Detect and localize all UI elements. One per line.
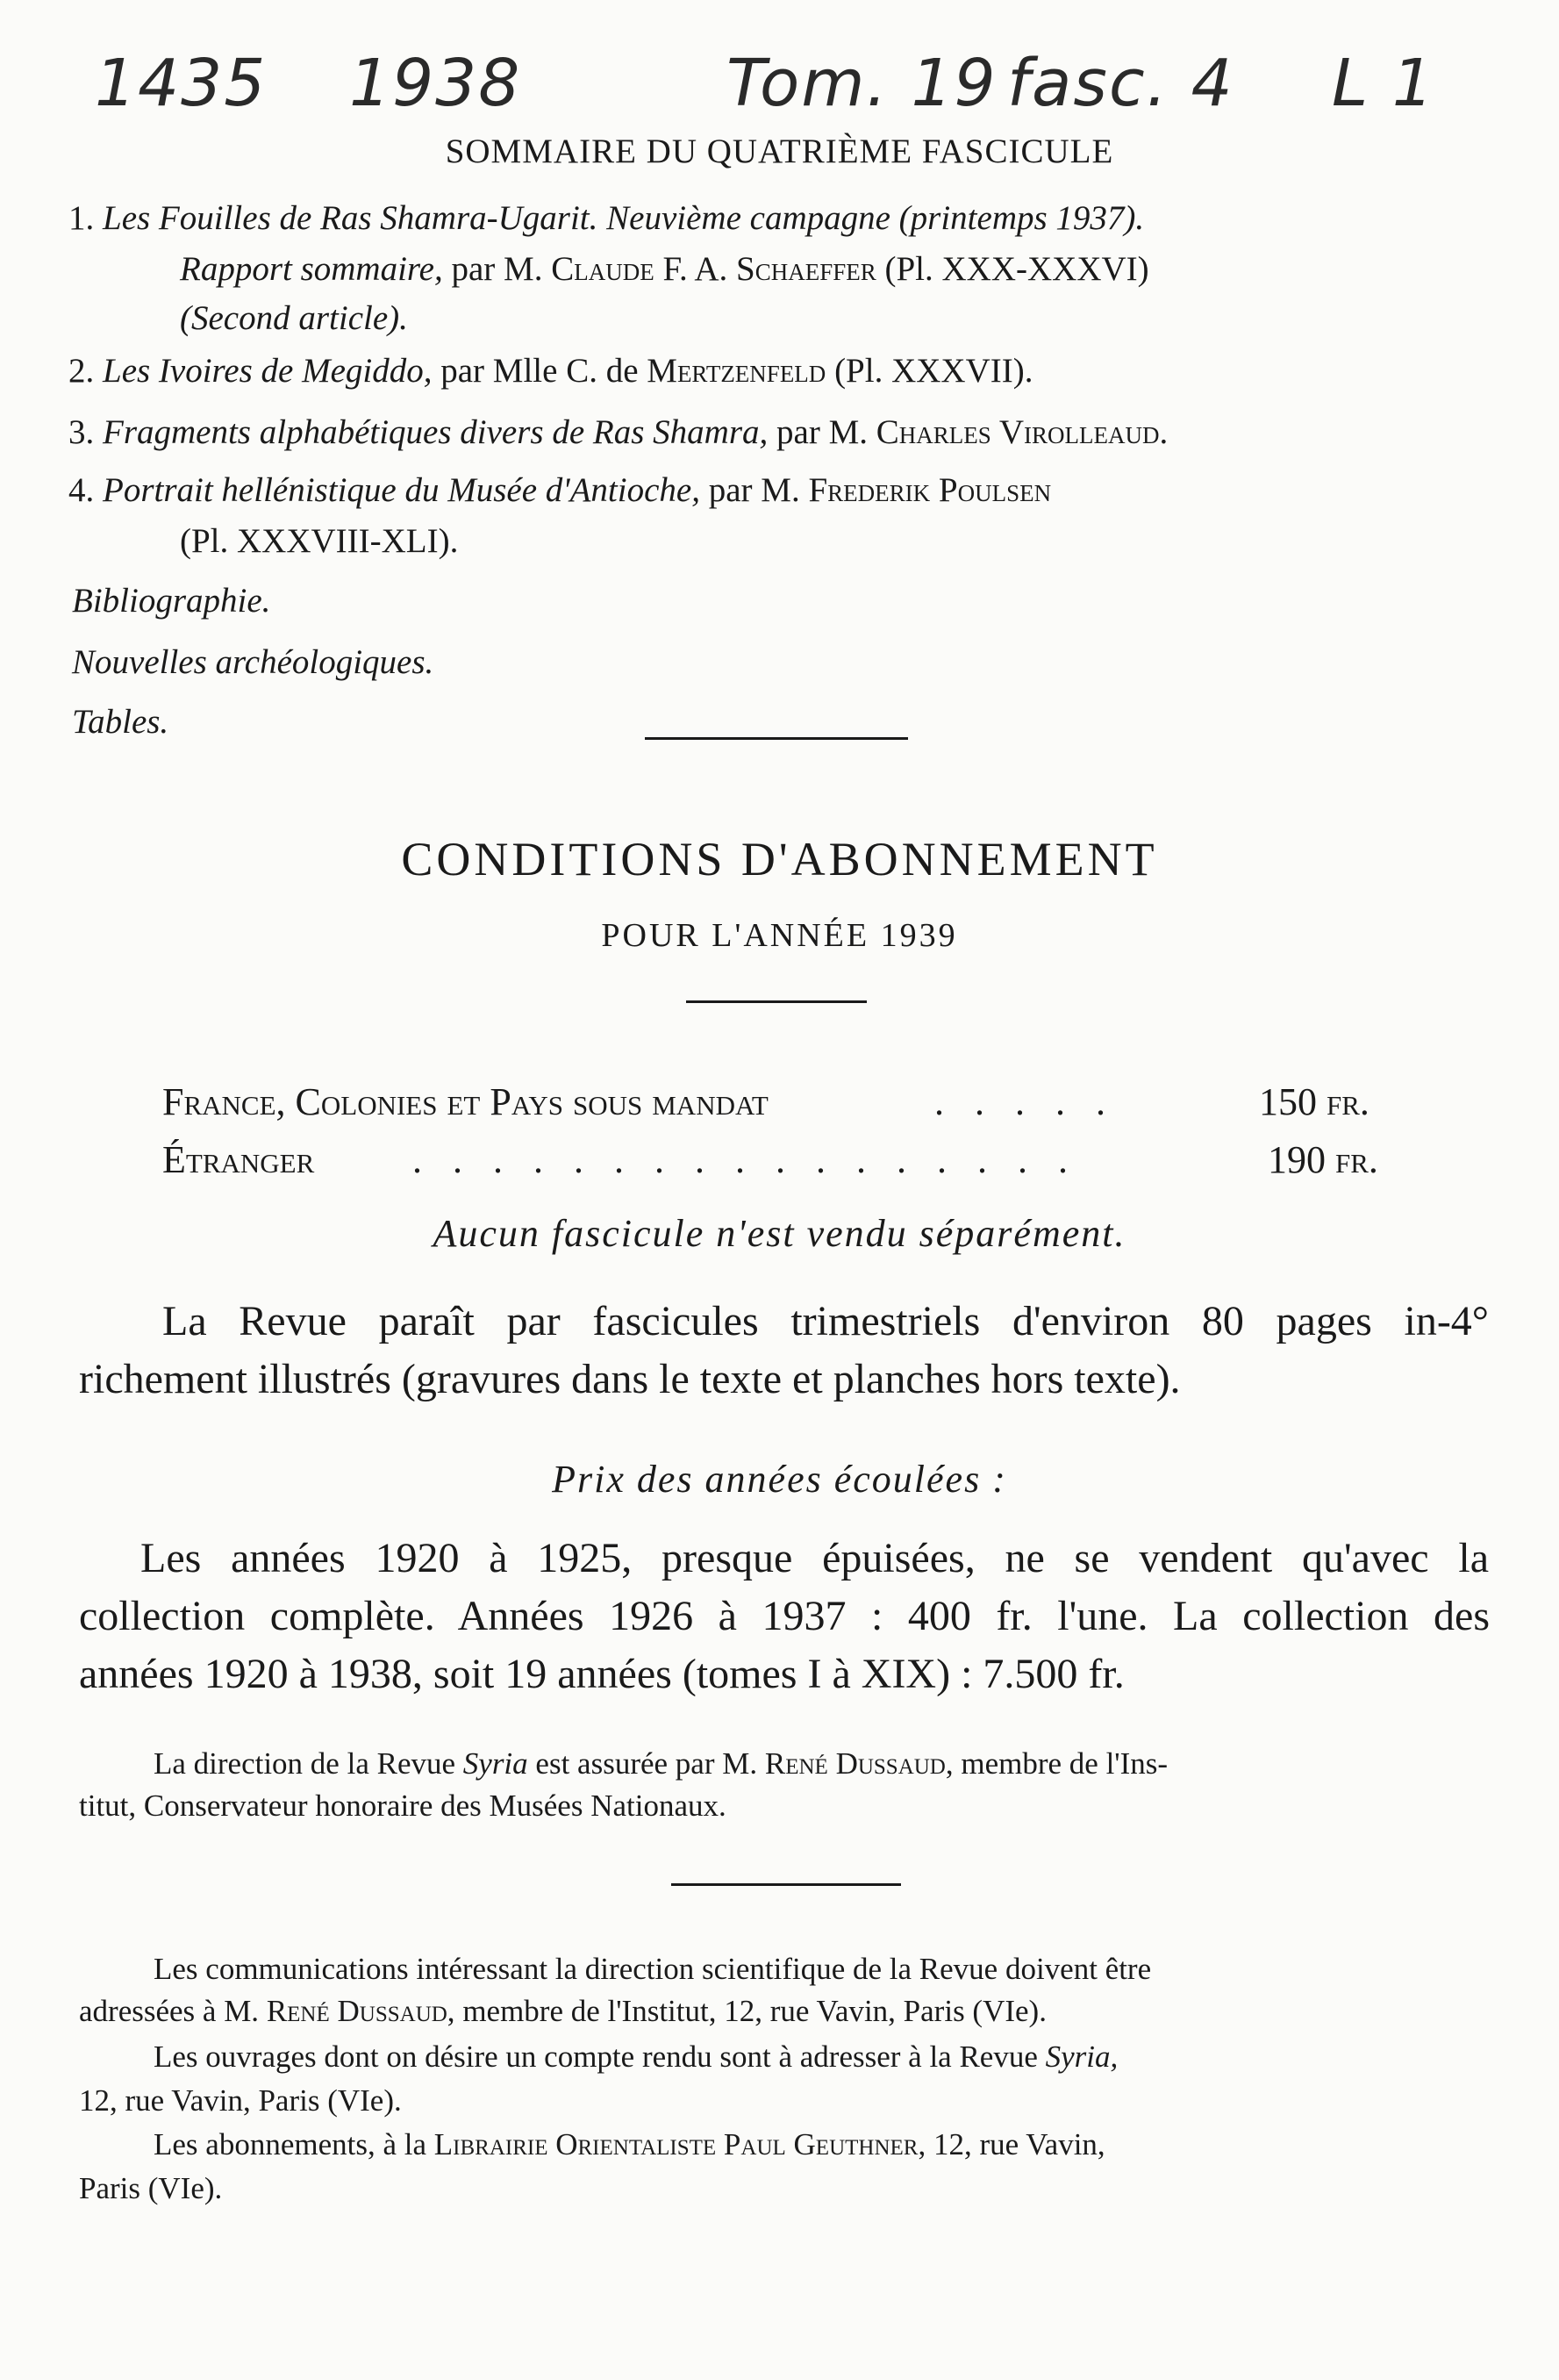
footer-text: membre de l'Institut, 12, rue Vavin, Paris (VIe).: [462, 1994, 1047, 2028]
direction-text: membre de l'Ins-: [961, 1746, 1169, 1781]
sommaire-nouvelles: Nouvelles archéologiques.: [72, 643, 434, 681]
prix-title: Prix des années écoulées :: [552, 1458, 1007, 1501]
divider: [686, 1000, 867, 1003]
handwritten-number: 1435: [95, 46, 268, 121]
prix-paragraph-line-2: collection complète. Années 1926 à 1937 : 400 fr. l'une. La collection des: [79, 1593, 1490, 1639]
director-name: René Dussaud,: [764, 1746, 954, 1781]
revue-paragraph-line-2: richement illustrés (gravures dans le texte et planches hors texte).: [79, 1356, 1181, 1402]
author-name: Claude F. A. Schaeffer: [551, 250, 876, 288]
sommaire-item-1-line-1: [68, 198, 1144, 238]
sommaire-item-2: [68, 351, 1033, 391]
director-name: René Dussaud,: [266, 1994, 455, 2028]
aucun-fascicule-note: Aucun fascicule n'est vendu séparément.: [433, 1212, 1126, 1255]
abonnements-line-2: Paris (VIe).: [79, 2171, 223, 2205]
plates-ref: (Pl. XXXVII).: [834, 352, 1033, 390]
par-text: par M.: [451, 250, 543, 288]
communications-line-1: Les communications intéressant la direction scientifique de la Revue doivent être: [154, 1952, 1152, 1986]
sommaire-item-4-plates: (Pl. XXXVIII-XLI).: [180, 522, 459, 560]
sommaire-item-4: [68, 470, 1051, 510]
author-name: Mertzenfeld: [647, 352, 826, 390]
author-name: Charles Virolleaud.: [876, 413, 1169, 451]
par-text: par M.: [776, 413, 868, 451]
handwritten-fascicule: fasc. 4: [1007, 46, 1234, 121]
sommaire-item-1-note: (Second article).: [180, 299, 408, 337]
footer-text: 12, rue Vavin,: [933, 2127, 1105, 2161]
par-text: par M.: [708, 471, 800, 509]
direction-line-1: [154, 1746, 1168, 1781]
item-number: 4.: [68, 471, 95, 509]
item-number: 3.: [68, 413, 95, 451]
sommaire-bibliographie: Bibliographie.: [72, 582, 271, 620]
article-title: Les Fouilles de Ras Shamra-Ugarit. Neuvième campagne (printemps 1937).: [103, 199, 1145, 237]
handwritten-annotation: [77, 46, 1481, 142]
footer-text: Les ouvrages dont on désire un compte rendu sont à adresser à la Revue: [154, 2039, 1038, 2074]
revue-name: Syria: [462, 1746, 528, 1781]
handwritten-mark: L 1: [1332, 46, 1435, 121]
par-text: par Mlle C. de: [440, 352, 639, 390]
sommaire-title: SOMMAIRE DU QUATRIÈME FASCICULE: [445, 133, 1114, 170]
publisher-name: Librairie Orientaliste Paul Geuthner,: [433, 2127, 926, 2161]
plates-ref: (Pl. XXX-XXXVI): [884, 250, 1149, 288]
sommaire-tables: Tables.: [72, 703, 169, 741]
article-title-cont: Rapport sommaire,: [180, 250, 443, 288]
price-etranger-label: Étranger: [162, 1138, 315, 1181]
article-title: Les Ivoires de Megiddo,: [103, 352, 433, 390]
revue-paragraph-line-1: La Revue paraît par fascicules trimestriels d'environ 80 pages in-4°: [162, 1298, 1489, 1344]
article-title: Fragments alphabétiques divers de Ras Shamra,: [103, 413, 769, 451]
direction-text: La direction de la Revue: [154, 1746, 456, 1781]
abonnements-line-1: [154, 2127, 1105, 2162]
author-name: Frederik Poulsen: [808, 471, 1052, 509]
price-france-label: France, Colonies et Pays sous mandat: [162, 1080, 769, 1123]
handwritten-tome: Tom. 19: [726, 46, 998, 121]
sommaire-item-3: [68, 412, 1168, 452]
prix-paragraph-line-3: années 1920 à 1938, soit 19 années (tomes I à XIX) : 7.500 fr.: [79, 1651, 1125, 1697]
price-etranger-leader: . . . . . . . . . . . . . . . . .: [412, 1138, 1078, 1181]
sommaire-item-1-line-2: [180, 249, 1149, 289]
price-france-leader: . . . . .: [934, 1080, 1116, 1123]
price-etranger: 190 fr.: [1268, 1138, 1378, 1181]
direction-line-2: titut, Conservateur honoraire des Musées Nationaux.: [79, 1789, 726, 1823]
communications-line-2: [79, 1994, 1047, 2029]
item-number: 1.: [68, 199, 95, 237]
article-title: Portrait hellénistique du Musée d'Antioche,: [103, 471, 700, 509]
conditions-title: CONDITIONS D'ABONNEMENT: [401, 833, 1158, 885]
item-number: 2.: [68, 352, 95, 390]
footer-text: Les abonnements, à la: [154, 2127, 427, 2161]
price-france: 150 fr.: [1259, 1080, 1369, 1123]
direction-text: est assurée par M.: [535, 1746, 758, 1781]
handwritten-year: 1938: [349, 46, 522, 121]
divider: [671, 1883, 901, 1886]
divider: [645, 737, 908, 740]
footer-text: adressées à M.: [79, 1994, 260, 2028]
prix-paragraph-line-1: Les années 1920 à 1925, presque épuisées, ne se vendent qu'avec la: [140, 1535, 1489, 1581]
ouvrages-line-1: [154, 2039, 1118, 2075]
conditions-subtitle: POUR L'ANNÉE 1939: [601, 917, 958, 954]
revue-name: Syria,: [1045, 2039, 1119, 2074]
ouvrages-line-2: 12, rue Vavin, Paris (VIe).: [79, 2083, 402, 2118]
